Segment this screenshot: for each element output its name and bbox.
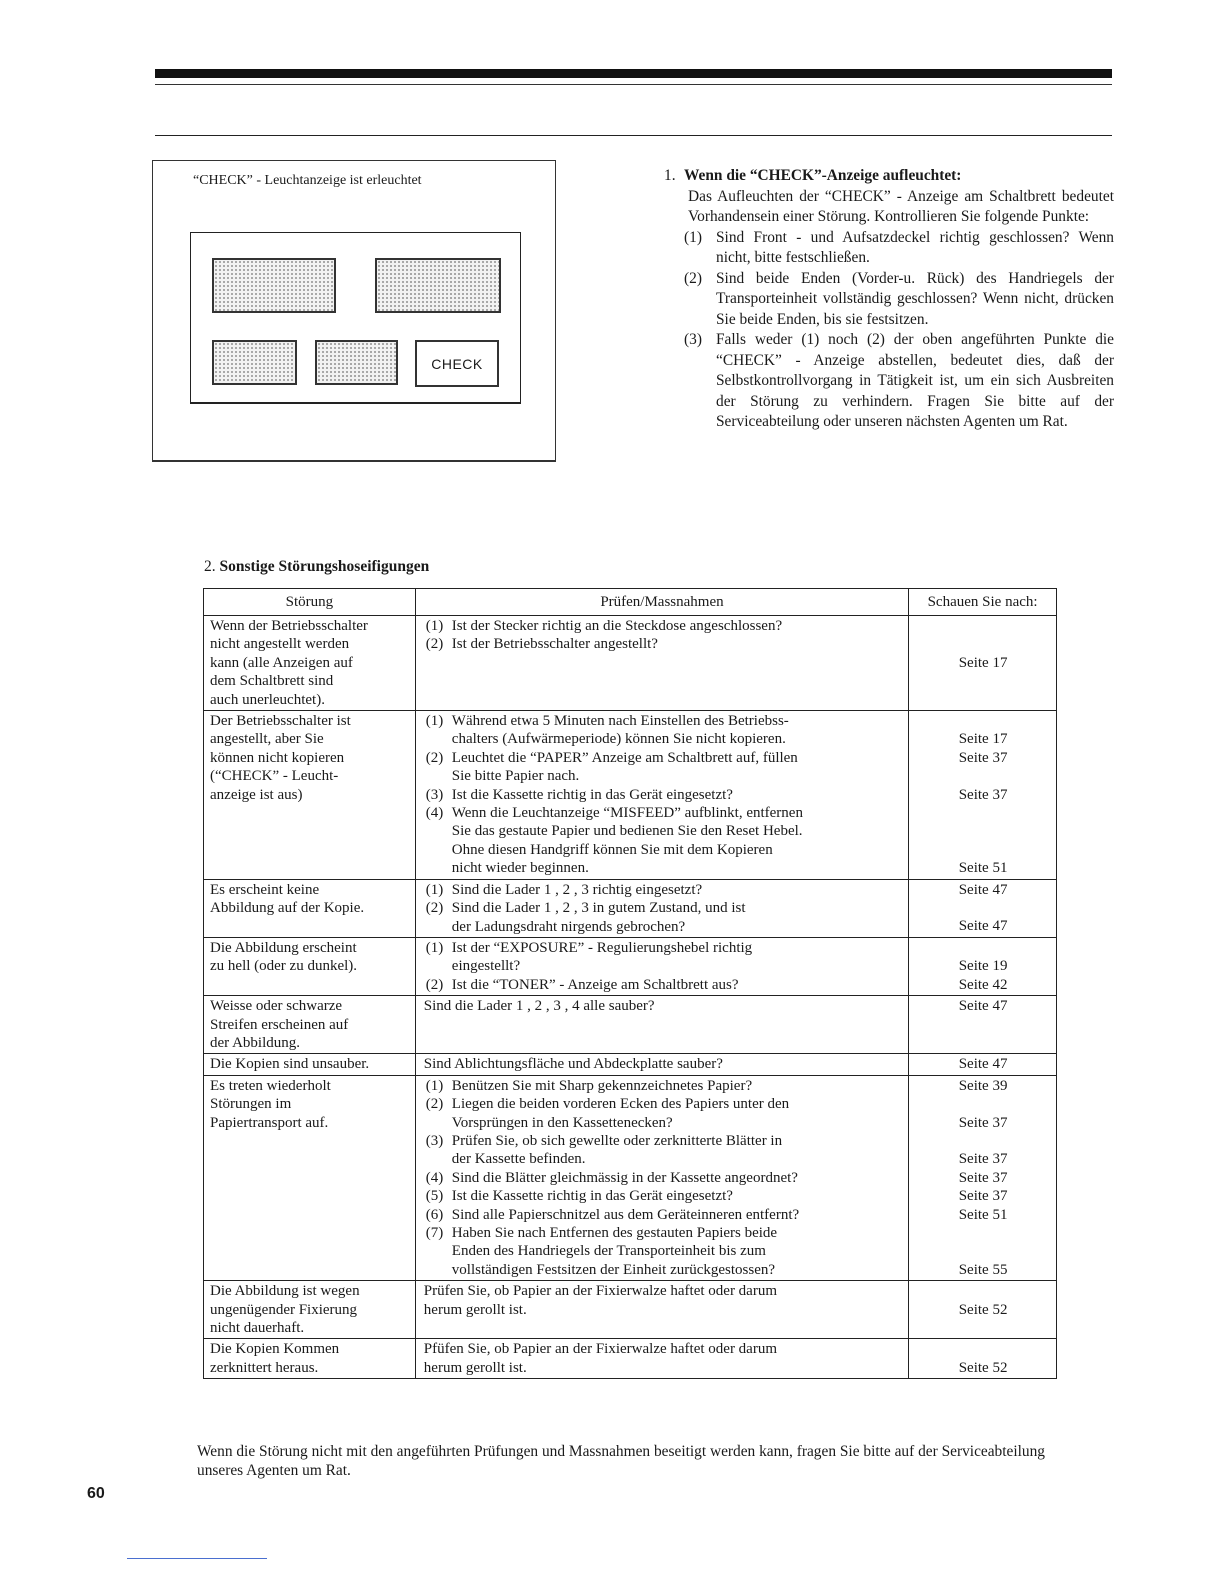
check-line xyxy=(422,899,903,917)
indicator-lamp-icon xyxy=(375,258,501,313)
check-text: Ist der Stecker richtig an die Steckdose angeschlossen? xyxy=(451,618,783,634)
checks-cell xyxy=(415,879,908,937)
top-rule-thick xyxy=(155,69,1112,78)
table-row xyxy=(204,996,1057,1054)
check-text: Sie bitte Papier nach. xyxy=(451,768,580,785)
check-line xyxy=(422,1224,903,1242)
problem-cell xyxy=(204,1075,416,1280)
check-text: vollständigen Festsitzen der Einheit zurückgestossen? xyxy=(451,1261,776,1278)
page-reference xyxy=(915,899,1051,917)
page-ref-cell xyxy=(909,711,1057,880)
check-number: (4) xyxy=(425,805,444,822)
check-number: (3) xyxy=(425,786,444,803)
check-text: Sind alle Papierschnitzel aus dem Geräteinneren entfernt? xyxy=(451,1206,800,1223)
checks-cell xyxy=(415,1075,908,1280)
problem-text: Weisse oder schwarze xyxy=(210,998,343,1015)
page-reference xyxy=(915,767,1051,785)
page-reference: Seite 37 xyxy=(958,1151,1008,1168)
check-line xyxy=(422,712,903,730)
check-text: Vorsprüngen in den Kassettenecken? xyxy=(451,1114,673,1131)
check-line xyxy=(422,767,903,785)
page-ref-cell xyxy=(909,996,1057,1054)
check-number: (4) xyxy=(425,1169,444,1186)
page-reference xyxy=(915,1095,1051,1113)
table-body xyxy=(204,616,1057,1379)
checklist-item-text: Falls weder (1) noch (2) der oben angeführten Punkte die “CHECK” - Anzeige abstellen, bedeutet dies, daß der Selbstkontrollvorgang in Tätigkeit ist, um ein sich Ausbreiten der Störung zu verhindern. Fragen Sie bitte auf der Serviceabteilung oder unseren nächsten Agenten um Rat. xyxy=(716,331,1114,430)
check-line xyxy=(422,939,903,957)
page-reference: Seite 37 xyxy=(958,1188,1008,1205)
page-reference: Seite 37 xyxy=(958,786,1008,803)
check-text: Prüfen Sie, ob sich gewellte oder zerknitterte Blätter in xyxy=(451,1132,783,1149)
checklist-item-number: (2) xyxy=(684,269,702,287)
checks-cell xyxy=(415,937,908,995)
header-checks: Prüfen/Massnahmen xyxy=(415,589,908,616)
problem-text: Es treten wiederholt xyxy=(210,1077,331,1094)
problem-text: zu hell (oder zu dunkel). xyxy=(210,958,358,975)
check-text: Sind die Lader 1 , 2 , 3 in gutem Zustand, und ist xyxy=(451,900,746,917)
section-1-title: Wenn die “CHECK”-Anzeige aufleuchtet: xyxy=(684,167,962,184)
check-number: (1) xyxy=(425,713,444,730)
check-number: (2) xyxy=(425,976,444,993)
check-line xyxy=(422,1282,903,1300)
checklist-item xyxy=(664,269,1114,331)
check-number: (5) xyxy=(425,1188,444,1205)
table-row xyxy=(204,879,1057,937)
page-reference xyxy=(915,1282,1051,1300)
check-number: (1) xyxy=(425,1077,444,1094)
checks-cell xyxy=(415,1281,908,1339)
problem-cell xyxy=(204,616,416,711)
control-panel-illustration xyxy=(190,232,521,404)
page-reference: Seite 39 xyxy=(958,1077,1008,1094)
problem-text: Es erscheint keine xyxy=(210,881,320,898)
section-1-checklist xyxy=(664,228,1114,433)
page-reference xyxy=(915,635,1051,653)
page-reference: Seite 55 xyxy=(958,1261,1008,1278)
problem-text: Die Kopien Kommen xyxy=(210,1341,340,1358)
page-number: 60 xyxy=(87,1485,105,1502)
checklist-item xyxy=(664,228,1114,269)
check-line xyxy=(422,1055,903,1073)
page-ref-cell xyxy=(909,1281,1057,1339)
page-reference xyxy=(915,841,1051,859)
check-text: nicht wieder beginnen. xyxy=(451,860,589,877)
table-row xyxy=(204,937,1057,995)
problem-text: zerknittert heraus. xyxy=(210,1359,319,1376)
section-2-number: 2. xyxy=(204,558,216,575)
check-number: (2) xyxy=(425,636,444,653)
problem-text: kann (alle Anzeigen auf xyxy=(210,654,353,671)
page-reference: Seite 47 xyxy=(958,918,1008,935)
check-text: herum gerollt ist. xyxy=(423,1301,527,1318)
problem-text: nicht angestellt werden xyxy=(210,636,350,653)
top-rule-thin xyxy=(155,84,1112,85)
checks-cell xyxy=(415,711,908,880)
problem-text: anzeige ist aus) xyxy=(210,786,303,803)
check-text: Pfüfen Sie, ob Papier an der Fixierwalze haftet oder darum xyxy=(423,1341,778,1358)
problem-text: der Abbildung. xyxy=(210,1034,300,1051)
check-text: Sind die Lader 1 , 2 , 3 richtig eingesetzt? xyxy=(451,881,703,898)
check-line xyxy=(422,1340,903,1358)
check-text: Während etwa 5 Minuten nach Einstellen des Betriebss- xyxy=(451,713,789,730)
page-reference xyxy=(915,804,1051,822)
problem-text: ungenügender Fixierung xyxy=(210,1301,358,1318)
check-line xyxy=(422,997,903,1015)
troubleshooting-table xyxy=(203,588,1057,1379)
section-check-indicator xyxy=(664,166,1114,433)
check-line xyxy=(422,617,903,635)
check-number: (2) xyxy=(425,1096,444,1113)
check-line xyxy=(422,957,903,975)
problem-cell xyxy=(204,1339,416,1379)
check-text: Sind Ablichtungsfläche und Abdeckplatte sauber? xyxy=(423,1056,723,1073)
checklist-item-number: (3) xyxy=(684,331,702,348)
indicator-lamp-icon xyxy=(212,258,336,313)
check-line xyxy=(422,1261,903,1279)
check-text: herum gerollt ist. xyxy=(423,1359,527,1376)
page-reference: Seite 37 xyxy=(958,1114,1008,1131)
checks-cell xyxy=(415,1339,908,1379)
page-ref-cell xyxy=(909,616,1057,711)
check-line xyxy=(422,730,903,748)
checks-cell xyxy=(415,996,908,1054)
check-text: Leuchtet die “PAPER” Anzeige am Schaltbrett auf, füllen xyxy=(451,749,798,766)
check-line xyxy=(422,1132,903,1150)
section-1-heading xyxy=(664,166,1114,187)
table-row xyxy=(204,711,1057,880)
check-number: (6) xyxy=(425,1206,444,1223)
check-line xyxy=(422,1169,903,1187)
problem-text: dem Schaltbrett sind xyxy=(210,673,334,690)
check-line xyxy=(422,1150,903,1168)
page-reference: Seite 17 xyxy=(958,654,1008,671)
table-row xyxy=(204,1281,1057,1339)
check-text: Benützen Sie mit Sharp gekennzeichnetes Papier? xyxy=(451,1077,753,1094)
checklist-item-text: Sind Front - und Aufsatzdeckel richtig geschlossen? Wenn nicht, bitte festschließen. xyxy=(716,228,1114,266)
check-text: Ohne diesen Handgriff können Sie mit dem Kopieren xyxy=(451,841,773,858)
footer-note: Wenn die Störung nicht mit den angeführten Prüfungen und Massnahmen beseitigt werden kann, fragen Sie bitte auf der Serviceabteilung unseres Agenten um Rat. xyxy=(197,1443,1046,1479)
check-text: Ist der “EXPOSURE” - Regulierungshebel richtig xyxy=(451,939,753,956)
page-reference xyxy=(915,822,1051,840)
problem-cell xyxy=(204,1054,416,1075)
page-reference: Seite 17 xyxy=(958,731,1008,748)
problem-text: (“CHECK” - Leucht- xyxy=(210,768,339,785)
check-text: Liegen die beiden vorderen Ecken des Papiers unter den xyxy=(451,1096,790,1113)
page-reference: Seite 52 xyxy=(958,1359,1008,1376)
check-number: (1) xyxy=(425,939,444,956)
page-reference: Seite 37 xyxy=(958,749,1008,766)
problem-text: können nicht kopieren xyxy=(210,749,345,766)
check-text: der Kassette befinden. xyxy=(451,1151,586,1168)
problem-text: Wenn der Betriebsschalter xyxy=(210,618,368,634)
section-2-heading xyxy=(204,558,429,576)
check-line xyxy=(422,859,903,877)
page-ref-cell xyxy=(909,879,1057,937)
check-text: Ist die Kassette richtig in das Gerät eingesetzt? xyxy=(451,1188,733,1205)
check-line xyxy=(422,1301,903,1319)
checks-cell xyxy=(415,616,908,711)
check-line xyxy=(422,635,903,653)
problem-cell xyxy=(204,937,416,995)
header-problem: Störung xyxy=(204,589,416,616)
check-text: Wenn die Leuchtanzeige “MISFEED” aufblinkt, entfernen xyxy=(451,805,803,822)
section-1-intro: Das Aufleuchten der “CHECK” - Anzeige am Schaltbrett bedeutet Vorhandensein einer Störung. Kontrollieren Sie folgende Punkte: xyxy=(688,187,1114,225)
page-reference: Seite 47 xyxy=(958,998,1008,1015)
problem-text: Papiertransport auf. xyxy=(210,1114,329,1131)
check-text: eingestellt? xyxy=(451,958,521,975)
check-number: (2) xyxy=(425,900,444,917)
problem-text: angestellt, aber Sie xyxy=(210,731,324,748)
check-line xyxy=(422,1359,903,1377)
table-row xyxy=(204,1054,1057,1075)
page-ref-cell xyxy=(909,1054,1057,1075)
page-reference: Seite 51 xyxy=(958,1206,1008,1223)
check-text: Enden des Handriegels der Transporteinheit bis zum xyxy=(451,1243,766,1260)
page-reference xyxy=(915,1340,1051,1358)
check-line xyxy=(422,1114,903,1132)
problem-text: Der Betriebsschalter ist xyxy=(210,713,351,730)
check-text: Sind die Lader 1 , 2 , 3 , 4 alle sauber? xyxy=(423,998,655,1015)
checklist-item xyxy=(664,330,1114,433)
section-1-number: 1. xyxy=(664,167,676,184)
check-text: Ist der Betriebsschalter angestellt? xyxy=(451,636,658,653)
problem-cell xyxy=(204,1281,416,1339)
check-text: Ist die Kassette richtig in das Gerät eingesetzt? xyxy=(451,786,733,803)
page-reference: Seite 19 xyxy=(958,958,1008,975)
check-line xyxy=(422,918,903,936)
problem-text: Störungen im xyxy=(210,1096,292,1113)
check-number: (1) xyxy=(425,618,444,634)
indicator-lamp-icon xyxy=(212,340,297,385)
check-number: (7) xyxy=(425,1225,444,1241)
problem-text: Streifen erscheinen auf xyxy=(210,1016,349,1033)
check-line xyxy=(422,1187,903,1205)
problem-text: Die Abbildung ist wegen xyxy=(210,1283,360,1300)
page-reference: Seite 47 xyxy=(958,1056,1008,1073)
problem-cell xyxy=(204,996,416,1054)
checks-cell xyxy=(415,1054,908,1075)
control-panel-figure xyxy=(152,160,556,462)
check-line xyxy=(422,1242,903,1260)
page-reference xyxy=(915,939,1051,957)
problem-cell xyxy=(204,879,416,937)
table-row xyxy=(204,1075,1057,1280)
check-number: (2) xyxy=(425,749,444,766)
header-see-page: Schauen Sie nach: xyxy=(909,589,1057,616)
page-reference xyxy=(915,1242,1051,1260)
problem-text: nicht dauerhaft. xyxy=(210,1320,305,1337)
page-reference: Seite 37 xyxy=(958,1169,1008,1186)
header-divider xyxy=(155,135,1112,136)
check-line xyxy=(422,881,903,899)
page-reference: Seite 51 xyxy=(958,860,1008,877)
checklist-item-text: Sind beide Enden (Vorder-u. Rück) des Handriegels der Transporteinheit vollständig geschlossen? Wenn nicht, drücken Sie beide Enden, bis sie festsitzen. xyxy=(716,269,1114,328)
problem-text: Die Kopien sind unsauber. xyxy=(210,1056,370,1073)
page-reference xyxy=(915,1132,1051,1150)
table-row xyxy=(204,616,1057,711)
check-number: (1) xyxy=(425,881,444,898)
figure-caption: “CHECK” - Leuchtanzeige ist erleuchtet xyxy=(193,173,422,188)
check-text: der Ladungsdraht nirgends gebrochen? xyxy=(451,918,686,935)
page-reference: Seite 52 xyxy=(958,1301,1008,1318)
indicator-lamp-icon xyxy=(315,340,398,385)
checklist-item-number: (1) xyxy=(684,228,702,246)
page-reference: Seite 47 xyxy=(958,881,1008,898)
page-ref-cell xyxy=(909,1075,1057,1280)
check-line xyxy=(422,786,903,804)
check-line xyxy=(422,822,903,840)
check-line xyxy=(422,841,903,859)
problem-text: Die Abbildung erscheint xyxy=(210,939,357,956)
check-line xyxy=(422,1206,903,1224)
check-text: chalters (Aufwärmeperiode) können Sie nicht kopieren. xyxy=(451,731,786,748)
check-line xyxy=(422,976,903,994)
table-header-row xyxy=(204,589,1057,616)
page-reference xyxy=(915,712,1051,730)
check-text: Ist die “TONER” - Anzeige am Schaltbrett aus? xyxy=(451,976,739,993)
bottom-link-line xyxy=(127,1558,267,1559)
check-line xyxy=(422,804,903,822)
page-ref-cell xyxy=(909,1339,1057,1379)
check-number: (3) xyxy=(425,1132,444,1149)
check-text: Prüfen Sie, ob Papier an der Fixierwalze haftet oder darum xyxy=(423,1283,778,1300)
check-line xyxy=(422,749,903,767)
problem-cell xyxy=(204,711,416,880)
problem-text: auch unerleuchtet). xyxy=(210,691,325,708)
problem-text: Abbildung auf der Kopie. xyxy=(210,900,365,917)
check-text: Haben Sie nach Entfernen des gestauten Papiers beide xyxy=(451,1225,778,1241)
page-reference xyxy=(915,617,1051,635)
page-reference xyxy=(915,1224,1051,1242)
check-text: Sie das gestaute Papier und bedienen Sie den Reset Hebel. xyxy=(451,823,803,840)
check-indicator: CHECK xyxy=(415,340,499,387)
page-reference: Seite 42 xyxy=(958,976,1008,993)
check-line xyxy=(422,1095,903,1113)
table-row xyxy=(204,1339,1057,1379)
section-2-title: Sonstige Störungshoseifigungen xyxy=(219,558,430,575)
page-ref-cell xyxy=(909,937,1057,995)
check-text: Sind die Blätter gleichmässig in der Kassette angeordnet? xyxy=(451,1169,798,1186)
check-line xyxy=(422,1077,903,1095)
